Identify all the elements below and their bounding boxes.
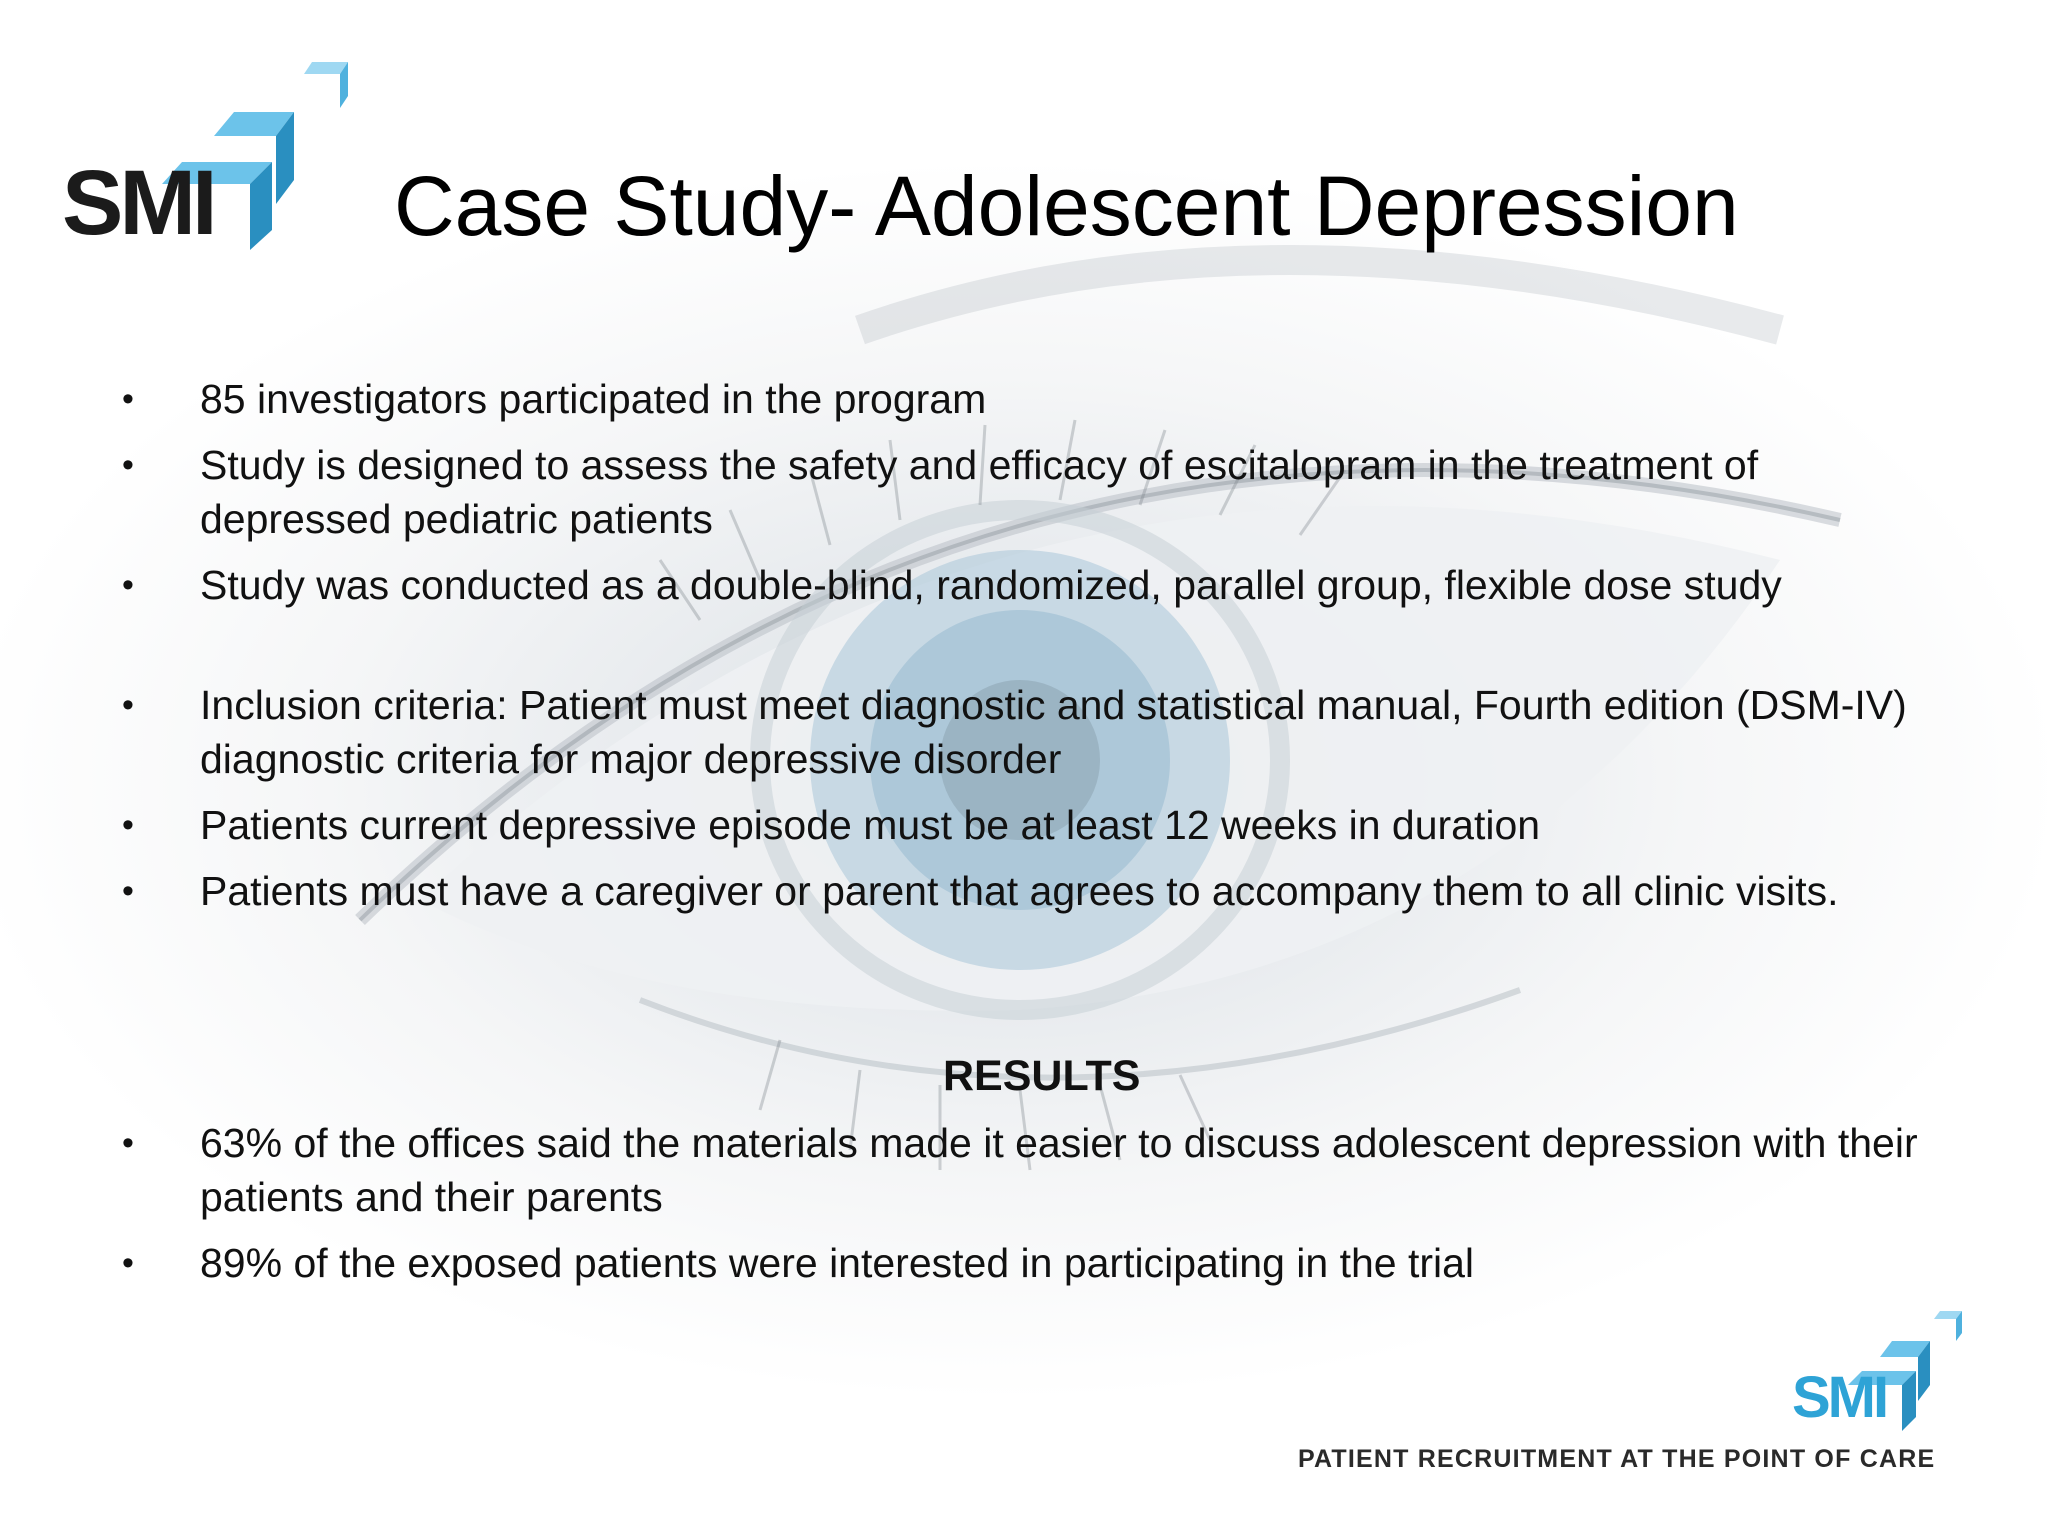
- bullet-item: • Patients must have a caregiver or parent that agrees to accompany them to all clinic visits.: [200, 864, 1920, 918]
- bullet-item: • Inclusion criteria: Patient must meet diagnostic and statistical manual, Fourth edition (DSM-IV) diagnostic criteria for major depressive disorder: [200, 678, 1920, 786]
- result-item: • 89% of the exposed patients were interested in participating in the trial: [200, 1236, 1920, 1290]
- slide-title: Case Study- Adolescent Depression: [394, 159, 1739, 253]
- smi-logo-bottom: [1780, 1305, 1970, 1435]
- result-item: • 63% of the offices said the materials made it easier to discuss adolescent depression with their patients and their parents: [200, 1116, 1920, 1224]
- svg-text:SMI: SMI: [1792, 1365, 1887, 1430]
- bullet-item: • Study was conducted as a double-blind, randomized, parallel group, flexible dose study: [200, 558, 1920, 612]
- tagline: PATIENT RECRUITMENT AT THE POINT OF CARE: [1298, 1445, 1936, 1473]
- bullet-item: • Patients current depressive episode must be at least 12 weeks in duration: [200, 798, 1920, 852]
- bullet-item: • Study is designed to assess the safety and efficacy of escitalopram in the treatment of depressed pediatric patients: [200, 438, 1920, 546]
- svg-text:SMI: SMI: [62, 152, 214, 252]
- results-heading: RESULTS: [943, 1052, 1141, 1100]
- bullet-item: • 85 investigators participated in the program: [200, 372, 1920, 426]
